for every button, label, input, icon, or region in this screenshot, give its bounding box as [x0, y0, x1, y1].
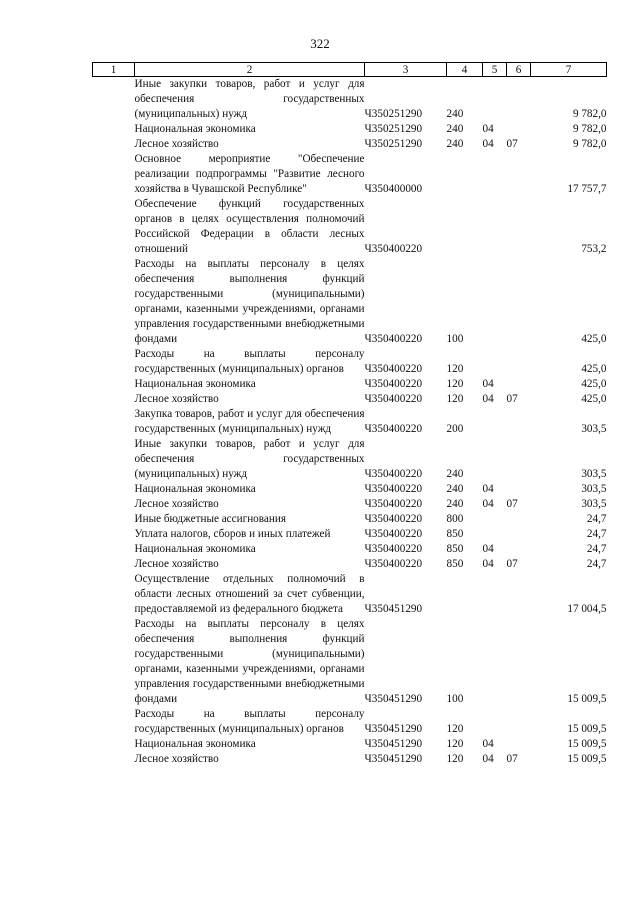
- subsection-code: 07: [506, 393, 518, 405]
- expense-type-code: 120: [446, 363, 464, 375]
- table-row: [93, 137, 607, 152]
- subsection-code: [507, 407, 531, 437]
- subsection-code: [507, 257, 531, 347]
- row-blank-cell: [93, 497, 135, 512]
- subsection-code: [507, 707, 531, 737]
- expense-name: Национальная экономика: [134, 483, 256, 495]
- subsection-code: [507, 437, 531, 482]
- amount: 425,0: [581, 393, 607, 405]
- section-code: [483, 152, 507, 197]
- amount: 303,5: [581, 498, 607, 510]
- table-row: [93, 392, 607, 407]
- section-code: 04: [482, 393, 494, 405]
- target-article-code: Ч350400220: [364, 558, 423, 570]
- expense-type-code: 850: [446, 528, 464, 540]
- amount: 24,7: [586, 528, 607, 540]
- section-code: [483, 707, 507, 737]
- table-row: [93, 122, 607, 137]
- table-row: [93, 347, 607, 377]
- subsection-code: [507, 377, 531, 392]
- expense-type-code: 100: [446, 693, 464, 705]
- section-code: [483, 512, 507, 527]
- table-body: [93, 77, 607, 768]
- table-row: [93, 707, 607, 737]
- row-blank-cell: [93, 707, 135, 737]
- row-blank-cell: [93, 137, 135, 152]
- expense-name: Расходы на выплаты персоналу государственных (муниципальных) органов: [134, 708, 365, 735]
- section-code: [483, 527, 507, 542]
- amount: 303,5: [581, 483, 607, 495]
- amount: 303,5: [581, 423, 607, 435]
- row-blank-cell: [93, 77, 135, 123]
- amount: 17 757,7: [567, 183, 607, 195]
- section-code: 04: [482, 138, 494, 150]
- table-row: [93, 77, 607, 123]
- amount: 15 009,5: [567, 693, 607, 705]
- expense-name: Иные бюджетные ассигнования: [134, 513, 286, 525]
- expense-name: Расходы на выплаты персоналу государственных (муниципальных) органов: [134, 348, 365, 375]
- row-blank-cell: [93, 152, 135, 197]
- expense-type-code: 100: [446, 333, 464, 345]
- expense-type-code: 240: [446, 483, 464, 495]
- expense-type-code: 120: [446, 393, 464, 405]
- amount: 425,0: [581, 333, 607, 345]
- expense-name: Уплата налогов, сборов и иных платежей: [134, 528, 331, 540]
- expense-type-code: 240: [446, 498, 464, 510]
- amount: 24,7: [586, 543, 607, 555]
- amount: 425,0: [581, 378, 607, 390]
- expense-type-code: 850: [446, 558, 464, 570]
- target-article-code: Ч350400220: [364, 333, 423, 345]
- expense-type-code: [447, 152, 483, 197]
- column-header: 3: [365, 63, 447, 77]
- expense-type-code: 120: [446, 738, 464, 750]
- table-row: [93, 557, 607, 572]
- section-code: [483, 407, 507, 437]
- subsection-code: 07: [506, 138, 518, 150]
- row-blank-cell: [93, 482, 135, 497]
- expense-name: Национальная экономика: [134, 738, 256, 750]
- amount: 17 004,5: [567, 603, 607, 615]
- expense-name: Национальная экономика: [134, 378, 256, 390]
- section-code: [483, 572, 507, 617]
- section-code: 04: [482, 483, 494, 495]
- column-header: 4: [447, 63, 483, 77]
- target-article-code: Ч350400220: [364, 468, 423, 480]
- subsection-code: [507, 617, 531, 707]
- section-code: [483, 617, 507, 707]
- subsection-code: [507, 152, 531, 197]
- expense-type-code: 850: [446, 543, 464, 555]
- expense-name: Лесное хозяйство: [134, 498, 219, 510]
- expense-name: Лесное хозяйство: [134, 138, 219, 150]
- row-blank-cell: [93, 527, 135, 542]
- column-header: 1: [93, 63, 135, 77]
- section-code: 04: [482, 753, 494, 765]
- subsection-code: [507, 527, 531, 542]
- table-row: [93, 437, 607, 482]
- expense-name: Лесное хозяйство: [134, 393, 219, 405]
- section-code: 04: [482, 558, 494, 570]
- target-article-code: Ч350451290: [364, 693, 423, 705]
- row-blank-cell: [93, 572, 135, 617]
- column-header: 5: [483, 63, 507, 77]
- table-row: [93, 752, 607, 767]
- column-header: 6: [507, 63, 531, 77]
- target-article-code: Ч350400220: [364, 393, 423, 405]
- column-number-header-row: [93, 63, 607, 77]
- row-blank-cell: [93, 377, 135, 392]
- row-blank-cell: [93, 557, 135, 572]
- section-code: 04: [482, 378, 494, 390]
- expense-name: Лесное хозяйство: [134, 753, 219, 765]
- amount: 15 009,5: [567, 738, 607, 750]
- target-article-code: Ч350451290: [364, 603, 423, 615]
- row-blank-cell: [93, 737, 135, 752]
- row-blank-cell: [93, 407, 135, 437]
- expense-type-code: 120: [446, 378, 464, 390]
- amount: 425,0: [581, 363, 607, 375]
- row-blank-cell: [93, 752, 135, 767]
- target-article-code: Ч350451290: [364, 753, 423, 765]
- budget-table: [92, 62, 607, 767]
- amount: 24,7: [586, 558, 607, 570]
- target-article-code: Ч350251290: [364, 108, 423, 120]
- row-blank-cell: [93, 617, 135, 707]
- row-blank-cell: [93, 437, 135, 482]
- section-code: [483, 347, 507, 377]
- expense-name: Иные закупки товаров, работ и услуг для обеспечения государственных (муниципальных) нужд: [134, 78, 365, 120]
- row-blank-cell: [93, 512, 135, 527]
- row-blank-cell: [93, 392, 135, 407]
- target-article-code: Ч350400220: [364, 378, 423, 390]
- expense-name: Иные закупки товаров, работ и услуг для обеспечения государственных (муниципальных) нужд: [134, 438, 365, 480]
- subsection-code: [507, 482, 531, 497]
- section-code: [483, 77, 507, 123]
- expense-type-code: 120: [446, 753, 464, 765]
- amount: 9 782,0: [572, 123, 607, 135]
- table-row: [93, 617, 607, 707]
- expense-name: Закупка товаров, работ и услуг для обеспечения государственных (муниципальных) нужд: [134, 408, 365, 435]
- amount: 9 782,0: [572, 138, 607, 150]
- row-blank-cell: [93, 542, 135, 557]
- section-code: [483, 257, 507, 347]
- amount: 15 009,5: [567, 753, 607, 765]
- expense-type-code: 800: [446, 513, 464, 525]
- column-header: 7: [531, 63, 607, 77]
- amount: 24,7: [586, 513, 607, 525]
- expense-type-code: [447, 572, 483, 617]
- target-article-code: Ч350400220: [364, 363, 423, 375]
- row-blank-cell: [93, 197, 135, 257]
- section-code: 04: [482, 543, 494, 555]
- subsection-code: [507, 512, 531, 527]
- table-row: [93, 512, 607, 527]
- target-article-code: Ч350400220: [364, 243, 423, 255]
- subsection-code: 07: [506, 498, 518, 510]
- amount: 9 782,0: [572, 108, 607, 120]
- expense-type-code: 240: [446, 123, 464, 135]
- target-article-code: Ч350400000: [364, 183, 423, 195]
- table-row: [93, 377, 607, 392]
- expense-name: Основное мероприятие "Обеспечение реализации подпрограммы "Развитие лесного хозяйства в Чувашской Республике": [134, 153, 365, 195]
- subsection-code: [507, 737, 531, 752]
- subsection-code: 07: [506, 753, 518, 765]
- subsection-code: [507, 572, 531, 617]
- column-header: 2: [135, 63, 365, 77]
- table-row: [93, 542, 607, 557]
- table-row: [93, 152, 607, 197]
- expense-name: Осуществление отдельных полномочий в области лесных отношений за счет субвенции, предоставляемой из федерального бюджета: [134, 573, 365, 615]
- subsection-code: [507, 122, 531, 137]
- table-row: [93, 572, 607, 617]
- target-article-code: Ч350400220: [364, 483, 423, 495]
- table-row: [93, 257, 607, 347]
- section-code: [483, 437, 507, 482]
- target-article-code: Ч350400220: [364, 543, 423, 555]
- target-article-code: Ч350400220: [364, 423, 423, 435]
- amount: 753,2: [581, 243, 607, 255]
- section-code: [483, 197, 507, 257]
- target-article-code: Ч350400220: [364, 513, 423, 525]
- expense-name: Расходы на выплаты персоналу в целях обеспечения выполнения функций государственными (муниципальными) органами, казенными учреждениями, органами управления государственными внебюджетными фондами: [134, 618, 365, 705]
- subsection-code: [507, 542, 531, 557]
- expense-name: Обеспечение функций государственных органов в целях осуществления полномочий Российской Федерации в области лесных отношений: [134, 198, 365, 255]
- section-code: 04: [482, 498, 494, 510]
- expense-type-code: 240: [446, 108, 464, 120]
- expense-name: Расходы на выплаты персоналу в целях обеспечения выполнения функций государственными (муниципальными) органами, казенными учреждениями, органами управления государственными внебюджетными фондами: [134, 258, 365, 345]
- table-row: [93, 482, 607, 497]
- expense-type-code: 240: [446, 138, 464, 150]
- expense-name: Национальная экономика: [134, 123, 256, 135]
- expense-type-code: 120: [446, 723, 464, 735]
- section-code: 04: [482, 738, 494, 750]
- target-article-code: Ч350451290: [364, 738, 423, 750]
- subsection-code: [507, 77, 531, 123]
- table-row: [93, 737, 607, 752]
- target-article-code: Ч350451290: [364, 723, 423, 735]
- row-blank-cell: [93, 347, 135, 377]
- table-row: [93, 407, 607, 437]
- row-blank-cell: [93, 257, 135, 347]
- target-article-code: Ч350400220: [364, 528, 423, 540]
- page-number: 322: [310, 36, 330, 51]
- target-article-code: Ч350400220: [364, 498, 423, 510]
- target-article-code: Ч350251290: [364, 138, 423, 150]
- subsection-code: [507, 197, 531, 257]
- table-row: [93, 497, 607, 512]
- amount: 15 009,5: [567, 723, 607, 735]
- section-code: 04: [482, 123, 494, 135]
- table-row: [93, 527, 607, 542]
- row-blank-cell: [93, 122, 135, 137]
- target-article-code: Ч350251290: [364, 123, 423, 135]
- expense-name: Лесное хозяйство: [134, 558, 219, 570]
- expense-type-code: 200: [446, 423, 464, 435]
- expense-name: Национальная экономика: [134, 543, 256, 555]
- subsection-code: [507, 347, 531, 377]
- expense-type-code: [447, 197, 483, 257]
- subsection-code: 07: [506, 558, 518, 570]
- table-row: [93, 197, 607, 257]
- expense-type-code: 240: [446, 468, 464, 480]
- amount: 303,5: [581, 468, 607, 480]
